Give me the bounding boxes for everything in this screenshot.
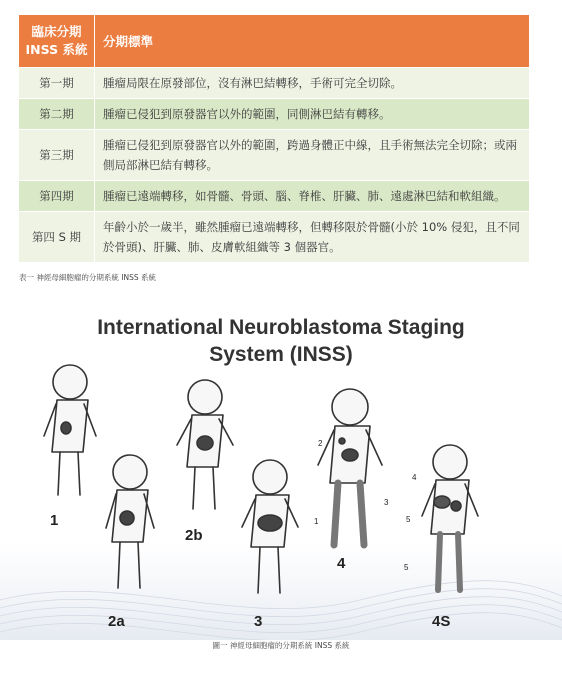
child-stage-1	[44, 365, 96, 495]
figure-title-line1: International Neuroblastoma Staging	[97, 316, 465, 339]
table-caption: 表一 神經母細胞瘤的分期系統 INSS 系統	[19, 273, 156, 282]
child-stage-2b	[177, 380, 233, 509]
figure-title-line2: System (INSS)	[209, 343, 353, 366]
child-stage-4	[318, 389, 382, 545]
table-row	[19, 98, 529, 129]
inss-figure	[0, 300, 562, 640]
description-cell: 腫瘤已侵犯到原發器官以外的範圍，跨過身體正中線，且手術無法完全切除；或兩側局部淋巴結有轉移。	[95, 129, 529, 180]
marker-4-2: 2	[318, 439, 323, 448]
description-cell: 腫瘤已遠端轉移，如骨髓、骨頭、腦、脊椎、肝臟、肺、遠處淋巴結和軟組織。	[95, 180, 529, 211]
stage-cell: 第一期	[19, 67, 95, 98]
table-row	[19, 129, 529, 180]
stage-cell: 第三期	[19, 129, 95, 180]
stage-label-2b: 2b	[185, 527, 203, 544]
marker-4-3: 3	[384, 498, 389, 507]
description-cell: 腫瘤局限在原發部位，沒有淋巴結轉移，手術可完全切除。	[95, 67, 529, 98]
stage-label-1: 1	[50, 512, 59, 529]
stage-label-4s: 4S	[432, 613, 451, 630]
staging-table	[19, 15, 529, 262]
table-row	[19, 180, 529, 211]
stage-cell: 第四 S 期	[19, 211, 95, 262]
marker-4s-5b: 5	[404, 563, 409, 572]
stage-label-3: 3	[254, 613, 263, 630]
header-stage: 臨床分期 INSS 系統	[19, 15, 95, 67]
header-description: 分期標準	[95, 15, 529, 67]
marker-4-1: 1	[314, 517, 319, 526]
table-header-row	[19, 15, 529, 67]
marker-4s-4: 4	[412, 473, 417, 482]
table-row	[19, 211, 529, 262]
stage-cell: 第二期	[19, 98, 95, 129]
description-cell: 腫瘤已侵犯到原發器官以外的範圍，同側淋巴結有轉移。	[95, 98, 529, 129]
table-row	[19, 67, 529, 98]
stage-label-4: 4	[337, 555, 346, 572]
marker-4s-5: 5	[406, 515, 411, 524]
figure-caption: 圖一 神經母細胞瘤的分期系統 INSS 系統	[212, 641, 350, 650]
stage-cell: 第四期	[19, 180, 95, 211]
description-cell: 年齡小於一歲半，雖然腫瘤已遠端轉移，但轉移限於骨髓(小於 10% 侵犯，且不同於骨頭)、肝臟、肺、皮膚軟組織等 3 個器官。	[95, 211, 529, 262]
stage-label-2a: 2a	[108, 613, 125, 630]
